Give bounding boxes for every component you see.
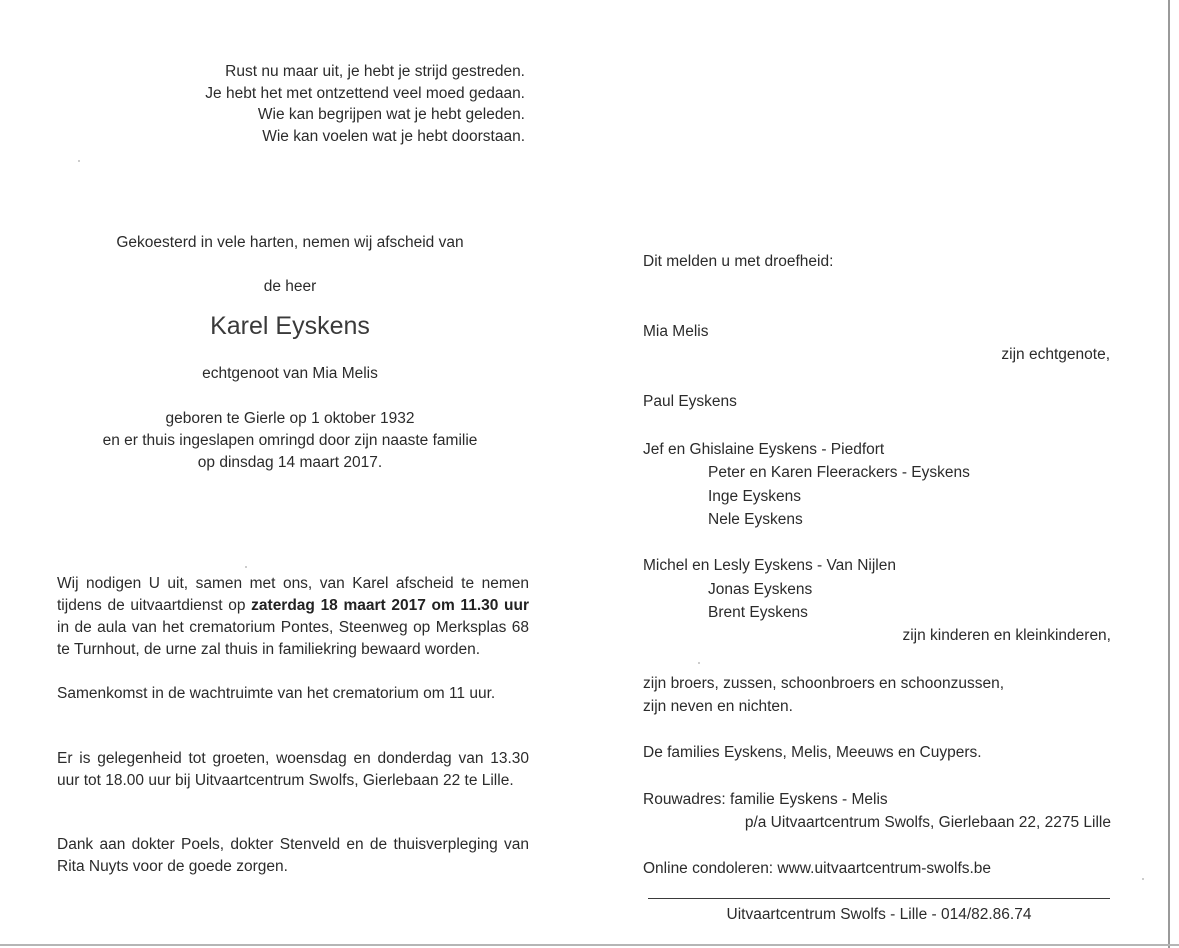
poem-line: Je hebt het met ontzettend veel moed gedaan. [205,84,525,102]
funeral-date-bold: zaterdag 18 maart 2017 om 11.30 uur [251,597,529,614]
poem-line: Wie kan voelen wat je hebt doorstaan. [262,127,525,145]
footer-funeral-home: Uitvaartcentrum Swolfs - Lille - 014/82.86.74 [726,906,1032,923]
invitation-line: in de aula van het crematorium Pontes, Steenweg op Merksplas 68 [57,619,529,636]
death-line: en er thuis ingeslapen omringd door zijn naaste familie [102,432,478,449]
mourning-address-line2: p/a Uitvaartcentrum Swolfs, Gierlebaan 22, 2275 Lille [744,814,1111,831]
grandchild: Brent Eyskens [708,604,808,621]
life-details [40,408,540,474]
grandchild: Peter en Karen Fleerackers - Eyskens [708,464,970,482]
grandchild: Jonas Eyskens [708,580,813,598]
scan-speck [698,662,700,664]
greeting-line: uur tot 18.00 uur bij Uitvaartcentrum Swolfs, Gierlebaan 22 te Lille. [57,772,514,789]
poem [205,61,525,147]
siblings-line: zijn neven en nichten. [643,698,793,715]
scan-speck [245,566,247,568]
invitation-line: te Turnhout, de urne zal thuis in familiekring bewaard worden. [57,641,481,658]
intro-text: Gekoesterd in vele harten, nemen wij afscheid van [116,234,464,251]
family-jef [643,438,970,531]
invitation-line [57,595,529,617]
footer-rule [648,898,1110,899]
child-paul: Paul Eyskens [643,393,737,410]
announcement: Dit melden u met droefheid: [643,253,834,270]
page-edge-right [1168,0,1170,948]
mourning-address: Rouwadres: familie Eyskens - Melis [643,791,888,808]
invitation-line: Wij nodigen U uit, samen met ons, van Karel afscheid te nemen [57,575,529,592]
scan-speck [1142,878,1144,880]
siblings [643,672,1004,718]
poem-line: Rust nu maar uit, je hebt je strijd gestreden. [225,63,525,80]
salutation: de heer [263,278,317,295]
child-jef: Jef en Ghislaine Eyskens - Piedfort [643,441,885,458]
gathering-text: Samenkomst in de wachtruimte van het crematorium om 11 uur. [57,685,496,702]
death-date-line: op dinsdag 14 maart 2017. [197,454,383,471]
thanks-line: Rita Nuyts voor de goede zorgen. [57,858,288,875]
greeting-line: Er is gelegenheid tot groeten, woensdag en donderdag van 13.30 [57,750,529,767]
invitation-line-text: tijdens de uitvaartdienst op [57,597,252,614]
scan-speck [78,160,80,162]
thanks-paragraph [57,834,529,878]
online-condolences: Online condoleren: www.uitvaartcentrum-swolfs.be [643,860,992,877]
birth-line: geboren te Gierle op 1 oktober 1932 [165,410,415,427]
thanks-line: Dank aan dokter Poels, dokter Stenveld en de thuisverpleging van [57,836,529,853]
spouse-role: zijn echtgenote, [1001,346,1110,363]
poem-line: Wie kan begrijpen wat je hebt geleden. [257,106,525,123]
families: De families Eyskens, Melis, Meeuws en Cuypers. [643,744,982,761]
grandchild: Inge Eyskens [708,487,802,505]
family-michel [643,554,896,625]
invitation-paragraph [57,573,529,661]
deceased-name: Karel Eyskens [210,312,370,340]
siblings-line: zijn broers, zussen, schoonbroers en schoonzussen, [643,675,1005,692]
page-edge-bottom [0,944,1179,946]
grandchild: Nele Eyskens [708,510,803,528]
child-michel: Michel en Lesly Eyskens - Van Nijlen [643,557,896,574]
greeting-paragraph [57,748,529,792]
spouse-line: echtgenoot van Mia Melis [202,365,378,382]
spouse-name: Mia Melis [643,323,709,340]
children-role: zijn kinderen en kleinkinderen, [902,627,1111,644]
